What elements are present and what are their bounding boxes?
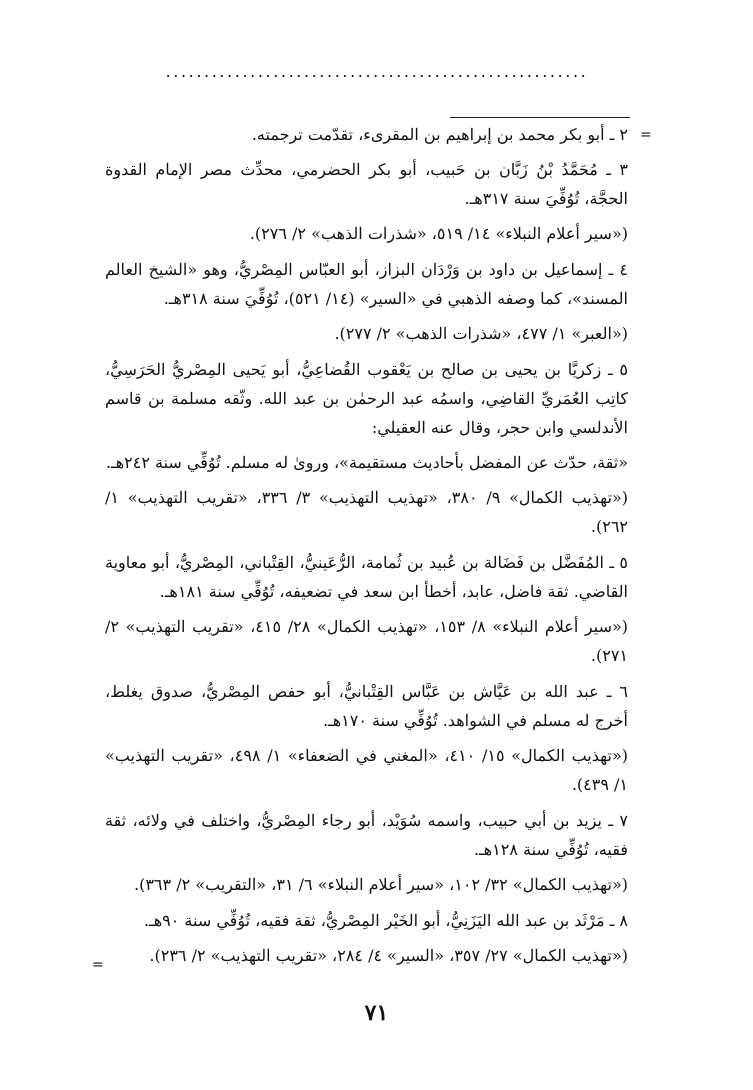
footnote-entry-3: ٣ ـ مُحَمَّدُ بْنُ زَبَّان بن حَبيب، أبو بكر الحضرمي، محدِّث مصر الإمام القدوة الحجَّة، تُوُفِّيَ سنة ٣١٧هـ. [105,160,628,208]
footnote-entry-6: ٦ ـ عبد الله بن عَيَّاش بن عَبَّاس القِتْبانيُّ، أبو حفص المِصْريُّ، صدوق يغلط، أخرج له مسلم في الشواهد. تُوُفِّي سنة ١٧٠هـ. [105,682,629,730]
header-dotted-line: ....................................................... [165,62,589,81]
footnote-quote: «ثقة، حدّث عن المفضل بأحاديث مستقيمة»، وروىٰ له مسلم. تُوُفِّي سنة ٢٤٢هـ. [105,453,628,472]
footnotes-body [105,120,628,977]
page-number: ٧١ [364,1000,389,1026]
footnote-entry-4: ٤ ـ إسماعيل بن داود بن وَرْدَان البزاز، أبو العبّاس المِصْريُّ، وهو «الشيخ العالم المسند»، كما وصفه الذهبي في «السير» (١٤/ ٥٢١)، تُوُفِّيَ سنة ٣١٨هـ. [105,260,628,308]
footnote-entry-8: ٨ ـ مَرْثَد بن عبد الله اليَزَنِيُّ، أبو الخَيْر المِصْريُّ، ثقة فقيه، تُوُفِّي سنة ٩٠هـ. [143,911,628,930]
footnote-reference: («تهذيب الكمال» ٩/ ٣٨٠، «تهذيب التهذيب» ٣/ ٣٣٦، «تقريب التهذيب» ١/ ٢٦٢). [105,488,628,536]
bottom-margin-mark: = [92,957,104,973]
footnote-entry-5b: ٥ ـ المُفَضَّل بن فَضَالة بن عُبيد بن ثُمامة، الرُّعَينيُّ، القِتْباني، المِصْريُّ، أبو معاوية القاضي. ثقة فاضل، عابد، أخطأ ابن سعد في تضعيفه، تُوُفِّي سنة ١٨١هـ. [105,553,628,601]
footnote-reference: («تهذيب الكمال» ٢٧/ ٣٥٧، «السير» ٤/ ٢٨٤، «تقريب التهذيب» ٢/ ٢٣٦). [149,946,628,965]
footnote-separator-rule [450,117,630,118]
footnote-reference: («تهذيب الكمال» ١٥/ ٤١٠، «المغني في الضعفاء» ١/ ٤٩٨، «تقريب التهذيب» ١/ ٤٣٩). [105,746,629,794]
footnote-reference: («تهذيب الكمال» ٣٢/ ١٠٢، «سير أعلام النبلاء» ٦/ ٣١، «التقريب» ٢/ ٣٦٣). [134,875,628,894]
top-margin-mark: = [640,127,652,143]
footnote-entry-5a: ٥ ـ زكريَّا بن يحيى بن صالح بن يَعْقوب القُضاعِيُّ، أبو يَحيى المِصْريُّ الحَرَسِيُّ، كاتِب العُمَريِّ القاضِي، واسمُه عبد الرحمٰن بن عبد الله. وثّقه مسلمة بن قاسم الأندلسي وابن حجر، وقال عنه العقيلي: [105,360,628,437]
footnote-reference: («العبر» ١/ ٤٧٧، «شذرات الذهب» ٢/ ٢٧٧). [334,324,628,343]
footnote-entry-7: ٧ ـ يزيد بن أبي حبيب، واسمه سُوَيْد، أبو رجاء المِصْريُّ، واختلف في ولائه، ثقة فقيه، تُوُفِّي سنة ١٢٨هـ. [105,811,628,859]
footnote-entry-2: ٢ ـ أبو بكر محمد بن إبراهيم بن المقرىء، تقدّمت ترجمته. [251,125,628,144]
footnote-reference: («سير أعلام النبلاء» ١٤/ ٥١٩، «شذرات الذهب» ٢/ ٢٧٦). [249,224,628,243]
footnote-reference: («سير أعلام النبلاء» ٨/ ١٥٣، «تهذيب الكمال» ٢٨/ ٤١٥، «تقريب التهذيب» ٢/ ٢٧١). [105,617,629,665]
